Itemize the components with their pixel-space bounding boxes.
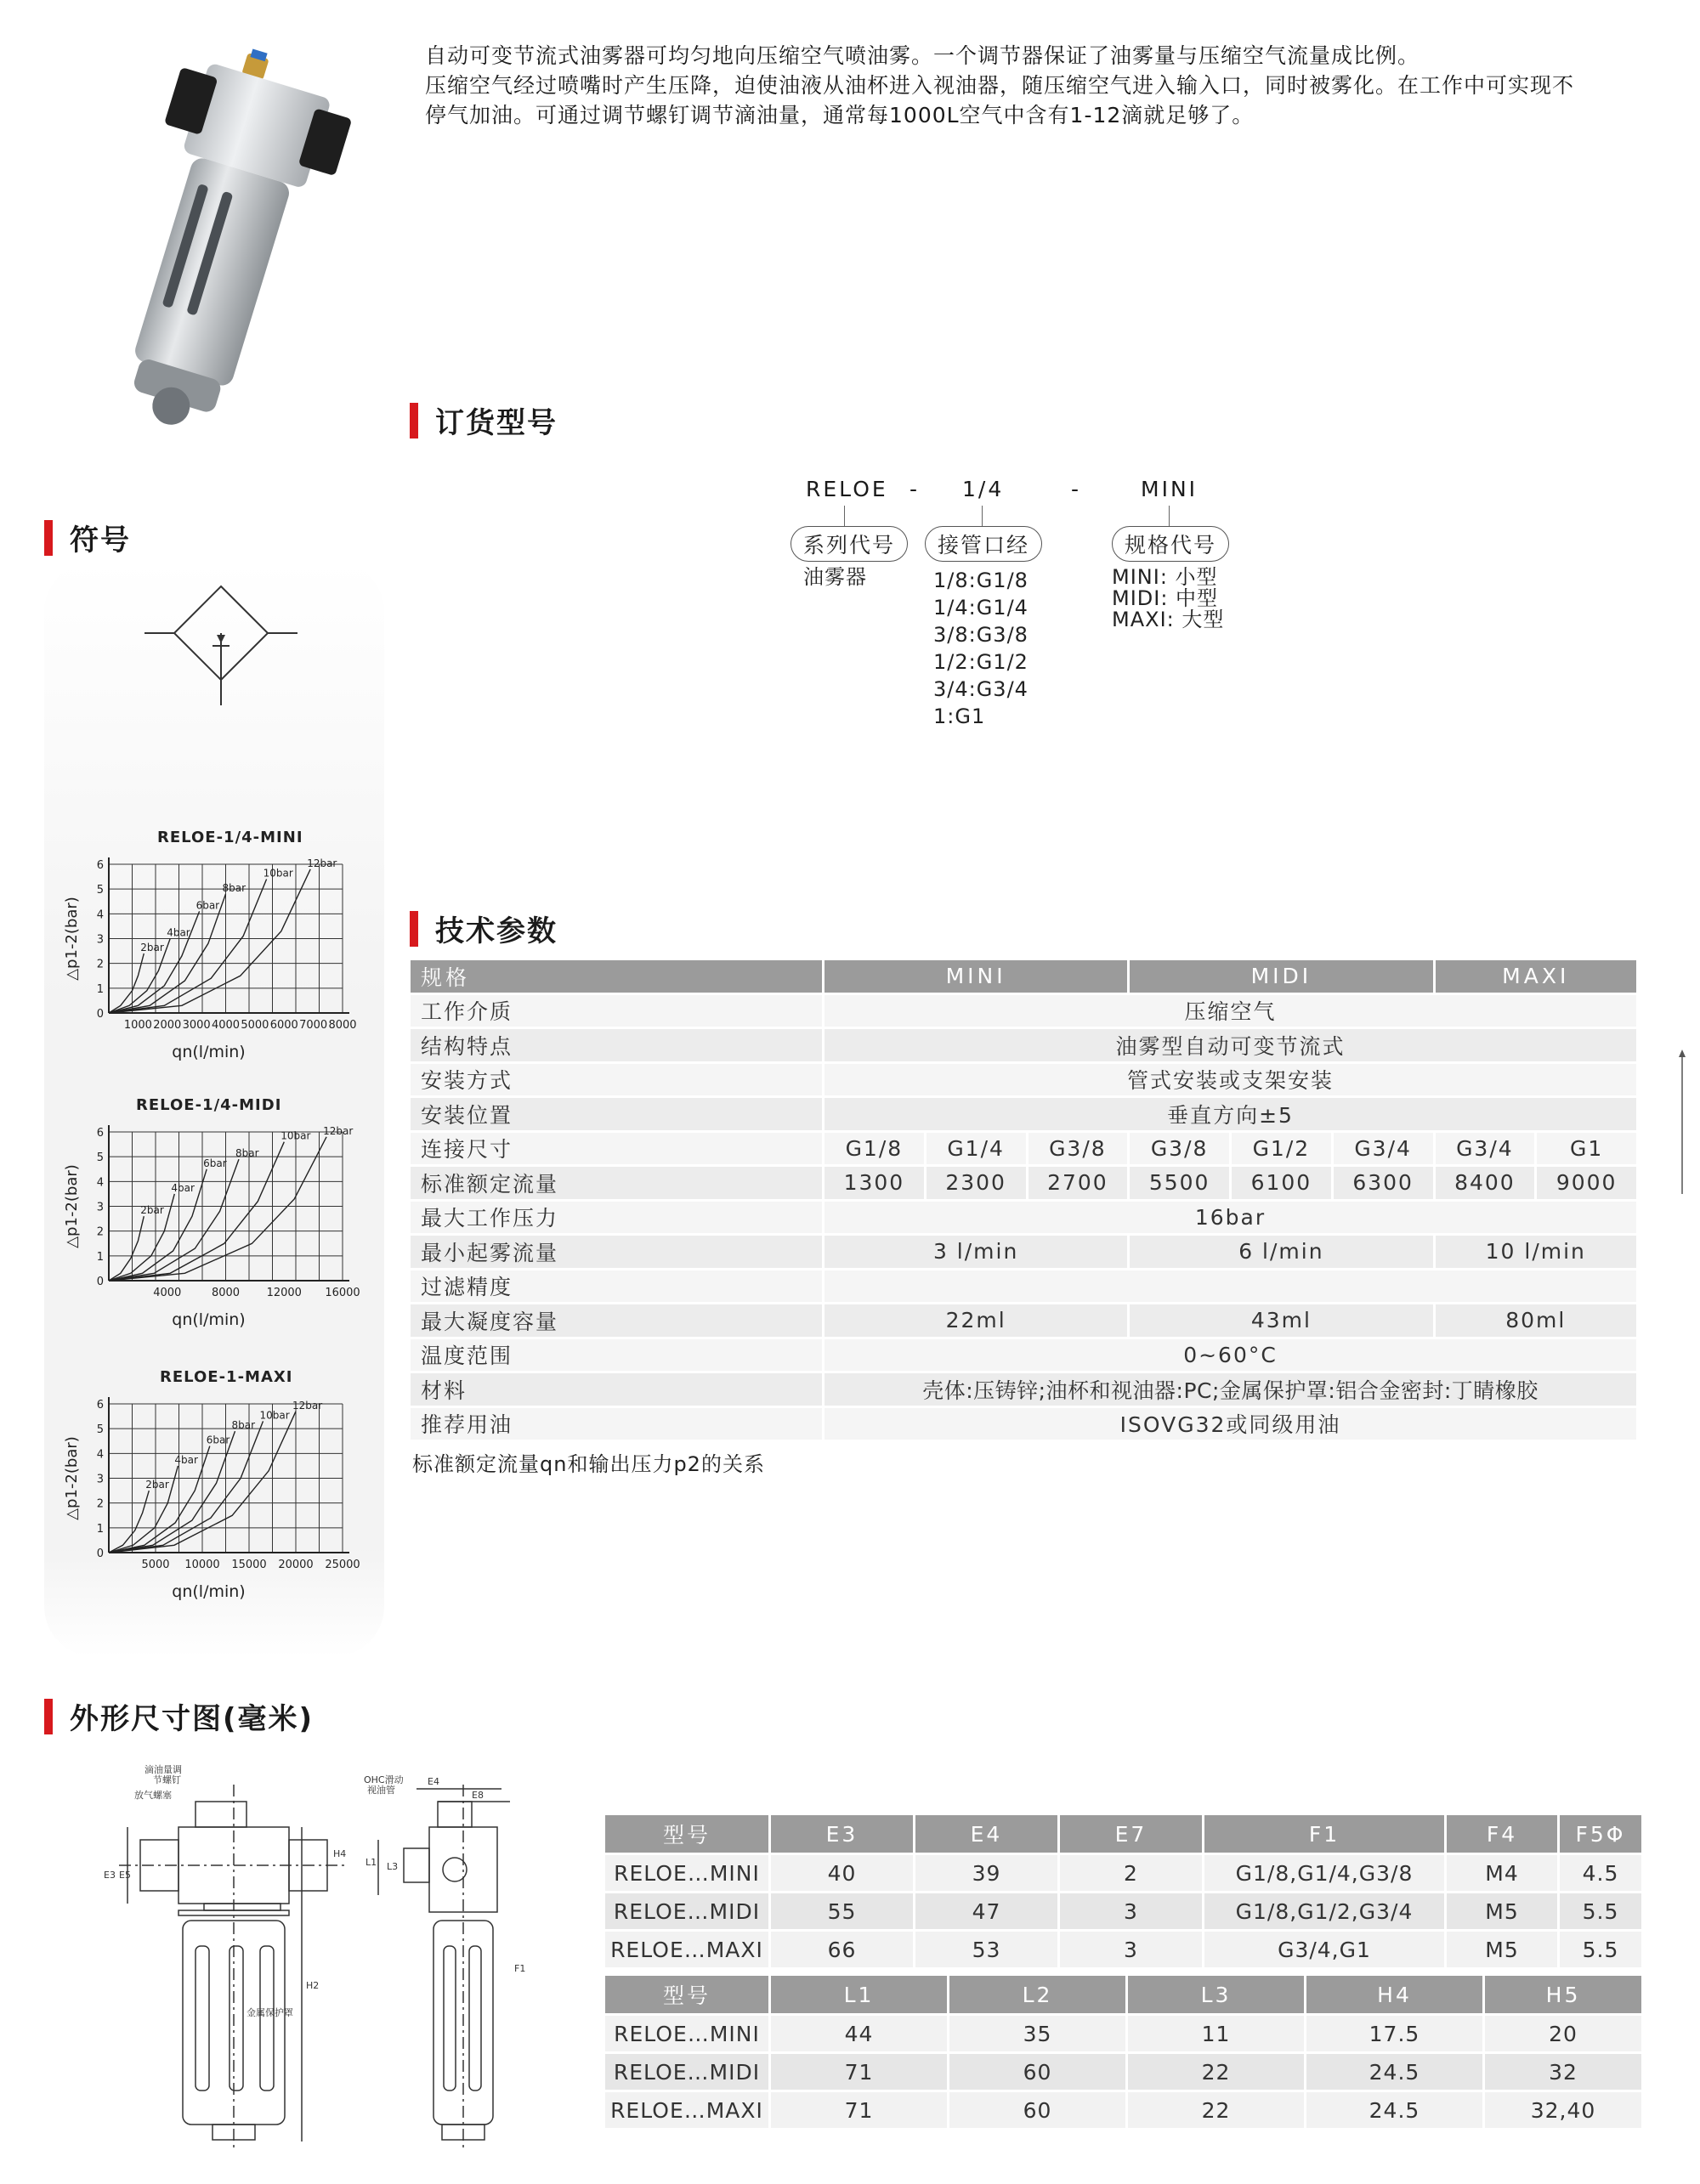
dim-label: L3	[387, 1861, 399, 1872]
series-label: 6bar	[196, 899, 220, 912]
x-tick-label: 16000	[325, 1287, 360, 1299]
port-item: 1/8:G1/8	[933, 569, 1028, 592]
connector-line	[844, 506, 845, 526]
y-tick-label: 1	[96, 1522, 104, 1536]
dim-label: F1	[514, 1963, 526, 1974]
table-cell: 35	[949, 2015, 1127, 2053]
table-cell: RELOE…MAXI	[605, 2091, 770, 2130]
table-cell: 60	[949, 2091, 1127, 2130]
y-tick-label: 6	[96, 1127, 104, 1140]
table-cell: 71	[770, 2091, 949, 2130]
row-value: 8400	[1434, 1166, 1536, 1201]
row-value: G3/4	[1332, 1131, 1434, 1166]
chart-mini	[51, 829, 374, 1075]
row-value: 3 l/min	[824, 1235, 1129, 1270]
table-row	[605, 1854, 1643, 1893]
port-item: 1/4:G1/4	[933, 596, 1028, 620]
x-tick-label: 8000	[211, 1287, 241, 1299]
x-axis-label: qn(l/min)	[172, 1582, 246, 1601]
header-cell: 规格	[411, 960, 824, 993]
table-row	[411, 1166, 1638, 1201]
header-cell: H4	[1306, 1976, 1484, 2015]
table-row	[605, 2091, 1643, 2130]
table-cell: 17.5	[1306, 2015, 1484, 2053]
table-row	[605, 2015, 1643, 2053]
header-cell: 型号	[605, 1976, 770, 2015]
intro-line-2: 压缩空气经过喷嘴时产生压降，迫使油液从油杯进入视油器，随压缩空气进入输入口，同时被雾化。在工作中可实现不	[425, 73, 1575, 98]
table-row	[605, 1931, 1643, 1969]
y-axis-label: △p1-2(bar)	[63, 1436, 81, 1520]
y-tick-label: 5	[96, 1151, 104, 1165]
series-label: 4bar	[171, 1181, 195, 1194]
series-label: 12bar	[323, 1124, 354, 1137]
row-value: 2700	[1027, 1166, 1129, 1201]
table-cell: G3/4,G1	[1204, 1931, 1446, 1969]
table-cell: 47	[915, 1893, 1059, 1931]
drawing-label: 节螺钉	[153, 1774, 181, 1785]
y-tick-label: 4	[96, 1176, 104, 1190]
table-cell: 5.5	[1559, 1931, 1643, 1969]
series-desc: 油雾器	[803, 565, 867, 589]
x-axis-label: qn(l/min)	[172, 1310, 246, 1329]
row-label: 工作介质	[411, 993, 824, 1028]
x-tick-label: 5000	[241, 1019, 269, 1032]
side-arrow-icon	[1679, 1050, 1684, 1194]
table-cell: M5	[1446, 1931, 1559, 1969]
chart-title: RELOE-1/4-MIDI	[136, 1096, 282, 1114]
table-cell: 71	[770, 2053, 949, 2091]
series-label: 10bar	[280, 1129, 311, 1142]
table-row	[605, 2053, 1643, 2091]
table-cell: 11	[1127, 2015, 1306, 2053]
row-value: 5500	[1129, 1166, 1231, 1201]
table-cell: 5.5	[1559, 1893, 1643, 1931]
order-code-block	[790, 472, 1266, 744]
order-dash: -	[910, 477, 921, 501]
y-tick-label: 4	[96, 908, 104, 922]
series-line	[109, 894, 226, 1013]
section-marker	[44, 520, 53, 556]
table-row	[411, 1028, 1638, 1063]
series-label: 2bar	[140, 942, 164, 953]
header-cell: F4	[1446, 1815, 1559, 1854]
row-label: 温度范围	[411, 1338, 824, 1372]
table-row	[411, 1372, 1638, 1407]
row-label: 标准额定流量	[411, 1166, 824, 1201]
x-tick-label: 7000	[299, 1019, 328, 1032]
x-tick-label: 20000	[278, 1559, 314, 1571]
order-series-code: RELOE	[806, 477, 888, 501]
header-cell: MAXI	[1434, 960, 1638, 993]
chart-title: RELOE-1/4-MINI	[157, 829, 303, 846]
table-row	[411, 1269, 1638, 1304]
table-row	[411, 1406, 1638, 1441]
y-tick-label: 0	[96, 1547, 104, 1560]
dim-label: E3	[104, 1870, 116, 1881]
table-row	[605, 1893, 1643, 1931]
row-value: G3/4	[1434, 1131, 1536, 1166]
header-cell: 型号	[605, 1815, 770, 1854]
series-line	[109, 1431, 235, 1553]
header-cell: L1	[770, 1976, 949, 2015]
header-cell: F5Φ	[1559, 1815, 1643, 1854]
table-row	[411, 1062, 1638, 1097]
series-line	[109, 1216, 144, 1281]
y-tick-label: 6	[96, 1399, 104, 1412]
series-line	[109, 953, 144, 1013]
series-label: 8bar	[222, 882, 246, 894]
table-cell: RELOE…MIDI	[605, 2053, 770, 2091]
row-label: 安装方式	[411, 1062, 824, 1097]
row-value: G1/8	[824, 1131, 926, 1166]
table-row	[411, 1338, 1638, 1372]
order-size-code: MINI	[1141, 477, 1198, 501]
row-value: G3/8	[1129, 1131, 1231, 1166]
section-symbol-title: 符号	[44, 517, 131, 558]
port-item: 1/2:G1/2	[933, 650, 1028, 674]
x-tick-label: 1000	[123, 1019, 152, 1032]
table-cell: G1/8,G1/4,G3/8	[1204, 1854, 1446, 1893]
table-cell: G1/8,G1/2,G3/4	[1204, 1893, 1446, 1931]
y-tick-label: 5	[96, 1423, 104, 1437]
table-cell: 4.5	[1559, 1854, 1643, 1893]
table-cell: 39	[915, 1854, 1059, 1893]
x-tick-label: 12000	[266, 1287, 302, 1299]
port-list	[933, 567, 1028, 730]
dim-label: H4	[333, 1848, 347, 1859]
table-cell: 40	[770, 1854, 915, 1893]
table-cell: 3	[1059, 1893, 1204, 1931]
y-tick-label: 2	[96, 1225, 104, 1239]
y-tick-label: 0	[96, 1276, 104, 1288]
row-value: 10 l/min	[1434, 1235, 1638, 1270]
table-header-row	[605, 1976, 1643, 2015]
row-value: ISOVG32或同级用油	[824, 1406, 1638, 1441]
series-label: 8bar	[235, 1147, 259, 1160]
row-value: 垂直方向±5	[824, 1097, 1638, 1132]
table-cell: 3	[1059, 1931, 1204, 1969]
pill-port: 接管口经	[925, 526, 1042, 562]
section-tech-title: 技术参数	[410, 908, 558, 949]
header-cell: L3	[1127, 1976, 1306, 2015]
table-cell: M4	[1446, 1854, 1559, 1893]
table-cell: 22	[1127, 2091, 1306, 2130]
y-tick-label: 3	[96, 1473, 104, 1486]
intro-line-3: 停气加油。可通过调节螺钉调节滴油量，通常每1000L空气中含有1-12滴就足够了。	[425, 103, 1255, 127]
size-item: MIDI: 中型	[1112, 586, 1219, 610]
table-cell: 53	[915, 1931, 1059, 1969]
row-value: 6 l/min	[1129, 1235, 1434, 1270]
y-tick-label: 1	[96, 1250, 104, 1264]
row-value: 1300	[824, 1166, 926, 1201]
chart-midi	[51, 1096, 374, 1343]
y-tick-label: 1	[96, 982, 104, 996]
y-axis-label: △p1-2(bar)	[63, 1164, 81, 1248]
series-line	[109, 1491, 149, 1553]
row-label: 最小起雾流量	[411, 1235, 824, 1270]
row-label: 连接尺寸	[411, 1131, 824, 1166]
header-cell: L2	[949, 1976, 1127, 2015]
dim-label: E5	[119, 1870, 131, 1881]
port-item: 3/4:G3/4	[933, 677, 1028, 701]
series-label: 6bar	[203, 1157, 227, 1169]
product-image	[64, 47, 370, 438]
row-value: 2300	[925, 1166, 1027, 1201]
table-row	[411, 1304, 1638, 1338]
y-tick-label: 3	[96, 933, 104, 947]
size-list	[1112, 567, 1224, 631]
row-value	[824, 1269, 1638, 1304]
series-line	[109, 1142, 284, 1281]
chart-midi-plot	[51, 1096, 374, 1343]
drawing-label: 视油管	[367, 1785, 395, 1796]
order-port-code: 1/4	[962, 477, 1005, 501]
section-marker	[410, 911, 418, 947]
row-value: 9000	[1536, 1166, 1638, 1201]
table-cell: 55	[770, 1893, 915, 1931]
table-cell: RELOE…MAXI	[605, 1931, 770, 1969]
row-label: 结构特点	[411, 1028, 824, 1063]
row-label: 安装位置	[411, 1097, 824, 1132]
row-label: 推荐用油	[411, 1406, 824, 1441]
table-cell: 32,40	[1484, 2091, 1643, 2130]
pill-series: 系列代号	[790, 526, 908, 562]
intro-text	[425, 41, 1666, 130]
series-label: 4bar	[174, 1453, 198, 1466]
table-cell: 20	[1484, 2015, 1643, 2053]
header-cell: H5	[1484, 1976, 1643, 2015]
table-row	[411, 1235, 1638, 1270]
row-value: 壳体:压铸锌;油杯和视油器:PC;金属保护罩:铝合金密封:丁睛橡胶	[824, 1372, 1638, 1407]
connector-line	[982, 506, 983, 526]
table-cell: 32	[1484, 2053, 1643, 2091]
header-cell: MIDI	[1129, 960, 1434, 993]
drawing-label: 滴油量调	[144, 1764, 182, 1775]
x-tick-label: 2000	[153, 1019, 182, 1032]
dim-label: E8	[472, 1790, 484, 1801]
dimension-table-2	[605, 1976, 1644, 2130]
y-tick-label: 6	[96, 859, 104, 872]
order-dash: -	[1071, 477, 1082, 501]
row-value: 16bar	[824, 1200, 1638, 1235]
row-label: 过滤精度	[411, 1269, 824, 1304]
size-item: MAXI: 大型	[1112, 608, 1225, 631]
row-label: 最大工作压力	[411, 1200, 824, 1235]
series-label: 12bar	[292, 1399, 323, 1412]
series-label: 12bar	[307, 857, 337, 869]
row-value: G3/8	[1027, 1131, 1129, 1166]
series-label: 10bar	[259, 1409, 290, 1422]
row-value: 管式安装或支架安装	[824, 1062, 1638, 1097]
drawing-label: 放气螺塞	[134, 1790, 172, 1801]
y-tick-label: 2	[96, 958, 104, 971]
table-row	[411, 993, 1638, 1028]
dimension-table-1	[605, 1815, 1644, 1970]
table-cell: RELOE…MINI	[605, 2015, 770, 2053]
x-tick-label: 15000	[231, 1559, 267, 1571]
table-cell: 60	[949, 2053, 1127, 2091]
port-item: 1:G1	[933, 704, 986, 728]
row-value: 压缩空气	[824, 993, 1638, 1028]
row-value: 6300	[1332, 1166, 1434, 1201]
series-label: 6bar	[206, 1434, 230, 1446]
x-tick-label: 5000	[141, 1559, 170, 1571]
drawing-label: OHC滑动	[364, 1774, 404, 1785]
row-value: G1/4	[925, 1131, 1027, 1166]
connector-line	[1169, 506, 1170, 526]
x-tick-label: 4000	[211, 1019, 241, 1032]
series-label: 4bar	[167, 926, 190, 939]
tech-spec-table	[411, 960, 1639, 1442]
header-cell: F1	[1204, 1815, 1446, 1854]
row-value: 22ml	[824, 1304, 1129, 1338]
flow-caption: 标准额定流量qn和输出压力p2的关系	[412, 1452, 765, 1476]
section-order-title: 订货型号	[410, 399, 558, 441]
row-label: 最大凝度容量	[411, 1304, 824, 1338]
series-label: 8bar	[231, 1419, 256, 1432]
header-cell: E3	[770, 1815, 915, 1854]
chart-title: RELOE-1-MAXI	[160, 1368, 293, 1386]
table-cell: RELOE…MIDI	[605, 1893, 770, 1931]
port-item: 3/8:G3/8	[933, 623, 1028, 647]
pill-size: 规格代号	[1112, 526, 1229, 562]
table-cell: 24.5	[1306, 2053, 1484, 2091]
header-cell: E7	[1059, 1815, 1204, 1854]
x-tick-label: 6000	[269, 1019, 298, 1032]
x-tick-label: 3000	[182, 1019, 211, 1032]
x-tick-label: 10000	[184, 1559, 220, 1571]
y-tick-label: 3	[96, 1201, 104, 1214]
y-tick-label: 2	[96, 1497, 104, 1511]
row-value: G1	[1536, 1131, 1638, 1166]
lubricator-symbol	[144, 582, 298, 705]
table-header-row	[411, 960, 1638, 993]
row-value: 0~60°C	[824, 1338, 1638, 1372]
series-label: 2bar	[145, 1479, 169, 1491]
chart-maxi	[51, 1368, 374, 1615]
dim-label: L1	[366, 1857, 377, 1868]
dimension-drawing	[94, 1759, 570, 2159]
section-dims-title: 外形尺寸图(毫米)	[44, 1695, 314, 1737]
header-cell: MINI	[824, 960, 1129, 993]
section-marker	[410, 403, 418, 438]
intro-line-1: 自动可变节流式油雾器可均匀地向压缩空气喷油雾。一个调节器保证了油雾量与压缩空气流量成比例。	[425, 43, 1420, 68]
row-value: 43ml	[1129, 1304, 1434, 1338]
size-item: MINI: 小型	[1112, 565, 1218, 589]
series-label: 2bar	[140, 1204, 164, 1217]
table-cell: 24.5	[1306, 2091, 1484, 2130]
row-value: 油雾型自动可变节流式	[824, 1028, 1638, 1063]
row-value: G1/2	[1231, 1131, 1333, 1166]
y-axis-label: △p1-2(bar)	[63, 897, 81, 981]
table-cell: 66	[770, 1931, 915, 1969]
x-axis-label: qn(l/min)	[172, 1043, 246, 1061]
drawing-label: 金属保护罩	[246, 2007, 293, 2018]
header-cell: E4	[915, 1815, 1059, 1854]
row-value: 80ml	[1434, 1304, 1638, 1338]
table-header-row	[605, 1815, 1643, 1854]
chart-mini-plot	[51, 829, 374, 1075]
table-cell: 22	[1127, 2053, 1306, 2091]
chart-maxi-plot	[51, 1368, 374, 1615]
dim-label: H2	[306, 1980, 320, 1991]
dim-label: E4	[428, 1776, 439, 1787]
table-cell: 44	[770, 2015, 949, 2053]
row-label: 材料	[411, 1372, 824, 1407]
y-tick-label: 4	[96, 1448, 104, 1462]
table-cell: RELOE…MINI	[605, 1854, 770, 1893]
table-row	[411, 1200, 1638, 1235]
series-label: 10bar	[263, 867, 293, 880]
x-tick-label: 4000	[153, 1287, 182, 1299]
y-tick-label: 5	[96, 884, 104, 897]
table-row	[411, 1097, 1638, 1132]
row-value: 6100	[1231, 1166, 1333, 1201]
x-tick-label: 8000	[328, 1019, 357, 1032]
x-tick-label: 25000	[325, 1559, 360, 1571]
y-tick-label: 0	[96, 1008, 104, 1021]
table-cell: M5	[1446, 1893, 1559, 1931]
table-cell: 2	[1059, 1854, 1204, 1893]
section-marker	[44, 1699, 53, 1734]
table-row	[411, 1131, 1638, 1166]
